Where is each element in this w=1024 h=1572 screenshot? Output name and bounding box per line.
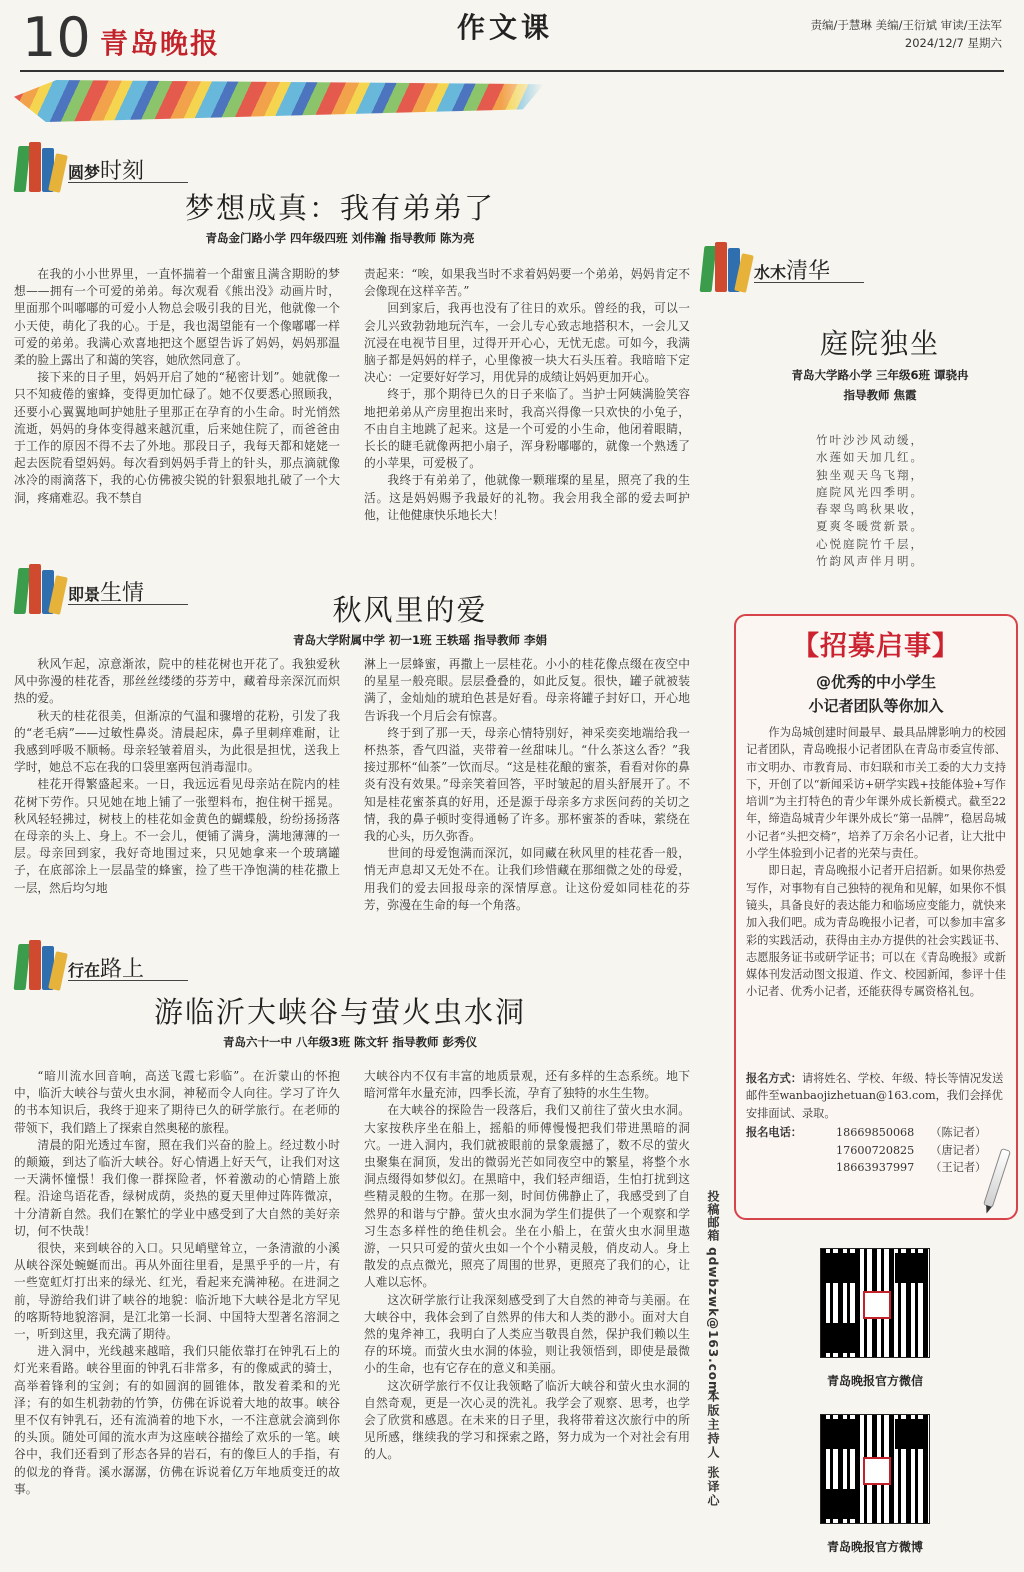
section-label (68, 154, 144, 185)
phone-label: 报名电话： (746, 1125, 802, 1139)
poem-byline (745, 365, 1015, 405)
section-label (68, 952, 144, 983)
article-byline: 青岛大学附属中学 初一1班 王轶瑶 指导教师 李娟 (292, 633, 547, 647)
paragraph: 秋风乍起，凉意渐浓，院中的桂花树也开花了。我独爱秋风中弥漫的桂花香，那丝丝缕缕的芬芳中，藏着母亲深沉而炽热的爱。 (14, 657, 340, 706)
newspaper-logo: 青岛晚报 (100, 27, 221, 60)
article-column (364, 656, 690, 920)
pen-icon (983, 1148, 1011, 1208)
paragraph: 这次研学旅行不仅让我领略了临沂大峡谷和萤火虫水洞的自然奇观，更是一次心灵的洗礼。我学会了观察、思考，也学会了欣赏和感恩。在未来的日子里，我将带着这次旅行中的所见所感，继续我的学习和探索之路，努力成为一个对社会有用的人。 (364, 1378, 690, 1462)
article-byline: 青岛六十一中 八年级3班 陈文轩 指导教师 彭秀仪 (222, 1035, 477, 1049)
paragraph: 秋天的桂花很美，但渐凉的气温和骤增的花粉，引发了我的“老毛病”——过敏性鼻炎。清晨起床，鼻子里刺痒难耐，让我感到呼吸不顺畅。母亲轻皱着眉头，为此很是担忧，送我上学时，她总不忘在我的口袋里塞两包消毒湿巾。 (14, 708, 340, 775)
section-rule (754, 282, 864, 283)
poem-line: 水莲如天加几红。 (816, 450, 924, 465)
paragraph: 接下来的日子里，妈妈开启了她的“秘密计划”。她就像一只不知疲倦的蜜蜂，变得更加忙碌了。她不仅要悉心照顾我，还要小心翼翼地呵护她肚子里那正在孕育的小生命。时光悄然流逝，妈妈的身体变得越来越沉重，后来她住院了，而爸爸由于工作的原因不得不去了外地。那段日子，我每天都和姥姥一起去医院看望妈妈。每次看到妈妈手背上的针头，那点滴就像冰冷的雨滴落下，我的心仿佛被尖锐的针狠狠地扎破了一个大洞，疼痛难忍。我不禁自 (14, 370, 340, 505)
editors-info (811, 16, 1002, 52)
decorative-brush-stripe (14, 80, 544, 122)
section-rule (68, 604, 188, 605)
recruitment-body (746, 724, 1006, 1001)
masthead-rule (20, 70, 1004, 72)
article-byline: 青岛金门路小学 四年级四班 刘伟瀚 指导教师 陈为亮 (205, 231, 475, 245)
paragraph: 终于到了那一天，母亲心情特别好，神采奕奕地端给我一杯热茶，香气四溢，夹带着一丝甜味儿。“什么茶这么香？”我接过那杯“仙茶”一饮而尽。“这是桂花酿的蜜茶，看看对你的鼻炎有没有效果。”母亲笑着回答，平时皱起的眉头舒展开了。不知是桂花蜜茶真的好用，还是源于母亲多方求医问药的关切之情，我的鼻子顿时变得通畅了许多。那杯蜜茶的香味，萦绕在我的心头，历久弥香。 (364, 725, 690, 844)
paragraph: 大峡谷内不仅有丰富的地质景观，还有多样的生态系统。地下暗河常年水量充沛，四季长流，孕育了独特的水生生物。 (364, 1069, 690, 1101)
section-header-travel (14, 938, 244, 994)
article-column (364, 1068, 690, 1538)
section-label-bold: 行在 (68, 961, 101, 980)
section-label-rest: 清华 (786, 259, 831, 284)
recruitment-subtitle-line: 小记者团队等你加入 (808, 697, 944, 715)
poem-title: 庭院独坐 (819, 327, 940, 360)
books-icon (14, 562, 64, 614)
books-icon (700, 240, 750, 292)
phone-contact: （王记者） (930, 1161, 987, 1175)
paragraph: 很快，来到峡谷的入口。只见峭壁耸立，一条清澈的小溪从峡谷深处蜿蜒而出。再从外面往里看，是黑乎乎的一片，有一些宽虹灯打出来的绿光、红光，看起来充满神秘。在进洞之前，导游给我们讲了峡谷的地貌：临沂地下大峡谷是北方罕见的喀斯特地貌溶洞，是江北第一长洞、中国特大型著名溶洞之一，听到这里，我充满了期待。 (14, 1241, 340, 1342)
phone-number: 18663937997 (836, 1161, 915, 1175)
editors-line: 责编/于慧琳 美编/王衍斌 审读/王法军 (810, 18, 1002, 32)
submission-email: 投稿邮箱 qdwbzwk@163.com (706, 1190, 720, 1395)
poem-line: 竹韵风声伴月明。 (816, 554, 924, 569)
article-title: 游临沂大峡谷与萤火虫水洞 (153, 995, 526, 1029)
section-label-bold: 水木 (754, 263, 787, 282)
poem-line: 庭院风光四季明。 (816, 484, 924, 499)
paragraph: 我终于有弟弟了，他就像一颗璀璨的星星，照亮了我的生活。这是妈妈赐予我最好的礼物。我会用我全部的爱去呵护他，让他健康快乐地长大！ (364, 473, 690, 522)
phone-contact: （陈记者） (930, 1126, 987, 1139)
poem-line: 竹叶沙沙风动缓， (816, 433, 924, 447)
qr-caption: 青岛晚报官方微博 (826, 1540, 923, 1554)
article-title: 秋风里的爱 (332, 593, 488, 627)
article-title: 梦想成真：我有弟弟了 (184, 191, 495, 225)
paragraph: 回到家后，我再也没有了往日的欢乐。曾经的我，可以一会儿兴致勃勃地玩汽车，一会儿专心致志地搭积木，一会儿又沉浸在电视节目里，过得开开心心，无忧无虑。可如今，我满脑子都是妈妈的样子，心里像被一块大石头压着。我暗暗下定决心：一定要好好学习，用优异的成绩让妈妈更加开心。 (364, 301, 690, 385)
paragraph: 桂花开得繁盛起来。一日，我远远看见母亲站在院内的桂花树下劳作。只见她在地上铺了一张塑料布，抱住树干摇晃。秋风轻轻拂过，树枝上的桂花如金黄色的蝴蝶般，纷纷扬扬落在母亲的头上、身上。不一会儿，便铺了满身，满地薄薄的一层。母亲回到家，我好奇地围过来，只见她拿来一个玻璃罐子，在底部涂上一层晶莹的蜂蜜，捡了些干净饱满的桂花撒上一层，然后均匀地 (14, 777, 340, 895)
section-label (68, 576, 144, 607)
section-header-scene (14, 562, 244, 618)
paragraph: 进入洞中，光线越来越暗，我们只能依靠打在钟乳石上的灯光来看路。峡谷里面的钟乳石非常多，有的像威武的骑士，高举着锋利的宝剑；有的如圆润的圆锥体，散发着柔和的光泽；有的如生机勃勃的竹笋，仿佛在诉说着大地的故事。峡谷里不仅有钟乳石，还有流淌着的地下水，一不注意就会滴到你的头顶。随处可闻的流水声为这座峡谷描绘了欢乐的一笔。峡谷中，我们还看到了形态各异的岩石，有的像巨人的手指，有的似龙的脊背。溪水潺潺，仿佛在诉说着亿万年地质变迁的故事。 (14, 1344, 340, 1496)
qr-code-wechat-icon (820, 1248, 930, 1358)
books-icon (14, 938, 64, 990)
qr-caption: 青岛晚报官方微信 (826, 1374, 923, 1388)
phone-list (836, 1124, 986, 1177)
phone-entry (836, 1159, 986, 1177)
paragraph: 清晨的阳光透过车窗，照在我们兴奋的脸上。经过数小时的颠簸，到达了临沂大峡谷。好心情遇上好天气，让我们对这一天满怀憧憬！我们像一群探险者，怀着激动的心情踏上旅程。沿途鸟语花香，绿树成荫，炎热的夏天里伸过阵阵微凉，十分清新自然。我们在繁忙的学业中感受到了大自然的美好亲切，何不快哉！ (14, 1137, 340, 1238)
phone-entry (836, 1124, 986, 1142)
issue-date: 2024/12/7 星期六 (904, 36, 1002, 50)
signup-text: 请将姓名、学校、年级、特长等情况发送邮件至wanbaojizhetuan@163.com，我们会择优安排面试、录取。 (746, 1072, 1004, 1120)
paragraph: 作为岛城创建时间最早、最具品牌影响力的校园记者团队，青岛晚报小记者团队在青岛市委宣传部、市文明办、市教育局、市妇联和市关工委的大力支持下，开创了以“新闻采访+研学实践+技能体验+写作培训”为主打特色的青少年课外成长新模式。截至22年，缔造岛城青少年课外成长“第一品牌”，稳居岛城小记者“头把交椅”，培养了万余名小记者，让大批中小学生体验到小记者的光荣与责任。 (746, 726, 1006, 861)
phone-entry (836, 1142, 986, 1160)
section-label-bold: 即景 (68, 585, 101, 604)
poem-author: 青岛大学路小学 三年级6班 谭骁冉 (791, 368, 969, 382)
books-icon (14, 140, 64, 192)
paragraph: 即日起，青岛晚报小记者开启招新。如果你热爱写作，对事物有自己独特的视角和见解，如果你不惧镜头，具备良好的表达能力和临场应变能力，就快来加入我们吧。成为青岛晚报小记者，可以参加丰富多彩的实践活动，获得由主办方提供的社会实践证书、志愿服务证书或研学证书；可以在《青岛晚报》或新媒体刊发活动图文报道、作文、校园新闻，参评十佳小记者、优秀小记者，还能获得专属资格礼包。 (746, 864, 1006, 999)
section-label (754, 254, 830, 285)
recruitment-subtitle (736, 670, 1016, 718)
section-label-rest: 生情 (100, 581, 145, 606)
recruitment-title: 【招募启事】 (792, 631, 960, 662)
paragraph: 终于，那个期待已久的日子来临了。当护士阿姨满脸笑容地把弟弟从产房里抱出来时，我高兴得像一只欢快的小兔子，不由自主地跳了起来。这是一个可爱的小生命，他闭着眼睛，长长的睫毛就像两把小扇子，浑身粉嘟嘟的，就像一个熟透了的小苹果，可爱极了。 (364, 387, 690, 471)
column-title: 作文课 (456, 11, 553, 44)
paragraph: 在大峡谷的探险告一段落后，我们又前往了萤火虫水洞。大家按秩序坐在船上，摇船的师傅慢慢把我们带进黑暗的洞穴。一进入洞内，我们就被眼前的景象震撼了，数不尽的萤火虫聚集在洞顶，发出的微弱光芒如同夜空中的繁星，将整个水洞点缀得如梦似幻。在黑暗中，我们轻声细语，生怕打扰到这些精灵般的生物。在那一刻，时间仿佛静止了，我感受到了自然界的和谐与宁静。萤火虫水洞为学生们提供了一个观察和学习生态多样性的绝佳机会。坐在小船上，在萤火虫水洞里遨游，一只只可爱的萤火虫如一个个小精灵般，俏皮动人。身上散发的点点微光，照亮了周围的世界，更照亮了我们的心，让人难以忘怀。 (364, 1103, 690, 1290)
poem-line: 夏爽冬暖赏新景。 (816, 519, 924, 534)
page-number: 10 (22, 6, 91, 69)
paragraph: 淋上一层蜂蜜，再撒上一层桂花。小小的桂花像点缀在夜空中的星星一般亮眼。层层叠叠的，如此反复。很快，罐子就被装满了，金灿灿的琥珀色甚是好看。母亲将罐子封好口，开心地告诉我一个月后会有惊喜。 (364, 657, 690, 723)
section-label-rest: 时刻 (100, 159, 145, 184)
phone-contact: （唐记者） (930, 1143, 987, 1157)
article-column (14, 1068, 340, 1538)
phone-number: 18669850068 (836, 1126, 915, 1139)
section-label-rest: 路上 (100, 957, 145, 982)
paragraph: 世间的母爱饱满而深沉，如同藏在秋风里的桂花香一般，悄无声息却又无处不在。让我们珍惜藏在那细微之处的母爱，用我们的爱去回报母亲的深情厚意。让这份爱如同桂花的芬芳，弥漫在生命的每一个角落。 (364, 846, 690, 912)
phone-number: 17600720825 (836, 1143, 915, 1157)
article-column (14, 266, 340, 548)
poem-line: 独坐观天鸟飞翔， (816, 467, 924, 482)
paragraph: “暗川流水回音响，高送飞霞七彩临”。在沂蒙山的怀抱中，临沂大峡谷与萤火虫水洞，神秘而令人向往。学习了许久的书本知识后，我终于迎来了期待已久的研学旅行。在老师的带领下，我们踏上了探索自然奥秘的旅程。 (14, 1069, 340, 1135)
article-column (14, 656, 340, 920)
section-rule (68, 980, 188, 981)
section-rule (68, 182, 188, 183)
page-host: 本版主持人 张译心 (706, 1390, 720, 1509)
paragraph: 责起来：“唉，如果我当时不求着妈妈要一个弟弟，妈妈肯定不会像现在这样辛苦。” (364, 267, 690, 299)
paragraph: 在我的小小世界里，一直怀揣着一个甜蜜且满含期盼的梦想——拥有一个可爱的弟弟。每次观看《熊出没》动画片时，里面那个叫嘟嘟的可爱小人物总会吸引我的目光，他就像一个小天使，萌化了我的心。于是，我也渴望能有一个像嘟嘟一样可爱的弟弟。我满心欢喜地把这个愿望告诉了妈妈，妈妈那温柔的脸上露出了和蔼的笑容，她欣然同意了。 (14, 267, 340, 368)
poem-teacher: 指导教师 焦霞 (843, 388, 917, 402)
section-header-poem (700, 240, 930, 296)
recruitment-notice (734, 614, 1018, 1220)
signup-label: 报名方式： (746, 1072, 802, 1085)
poem-line: 春翠鸟鸣秋果收， (816, 502, 924, 517)
recruitment-subtitle-line: @优秀的中小学生 (815, 673, 936, 691)
poem-line: 心悦庭院竹千层， (816, 536, 924, 551)
poem-text (816, 432, 924, 570)
section-label-bold: 圆梦 (68, 163, 101, 182)
article-column (364, 266, 690, 548)
paragraph: 这次研学旅行让我深刻感受到了大自然的神奇与美丽。在大峡谷中，我体会到了自然界的伟大和人类的渺小。面对大自然的鬼斧神工，我明白了人类应当敬畏自然，保护我们赖以生存的环境。而萤火虫水洞的体验，则让我领悟到，即使是最微小的生命，也有它存在的意义和美丽。 (364, 1292, 690, 1376)
qr-code-weibo-icon (820, 1414, 930, 1524)
